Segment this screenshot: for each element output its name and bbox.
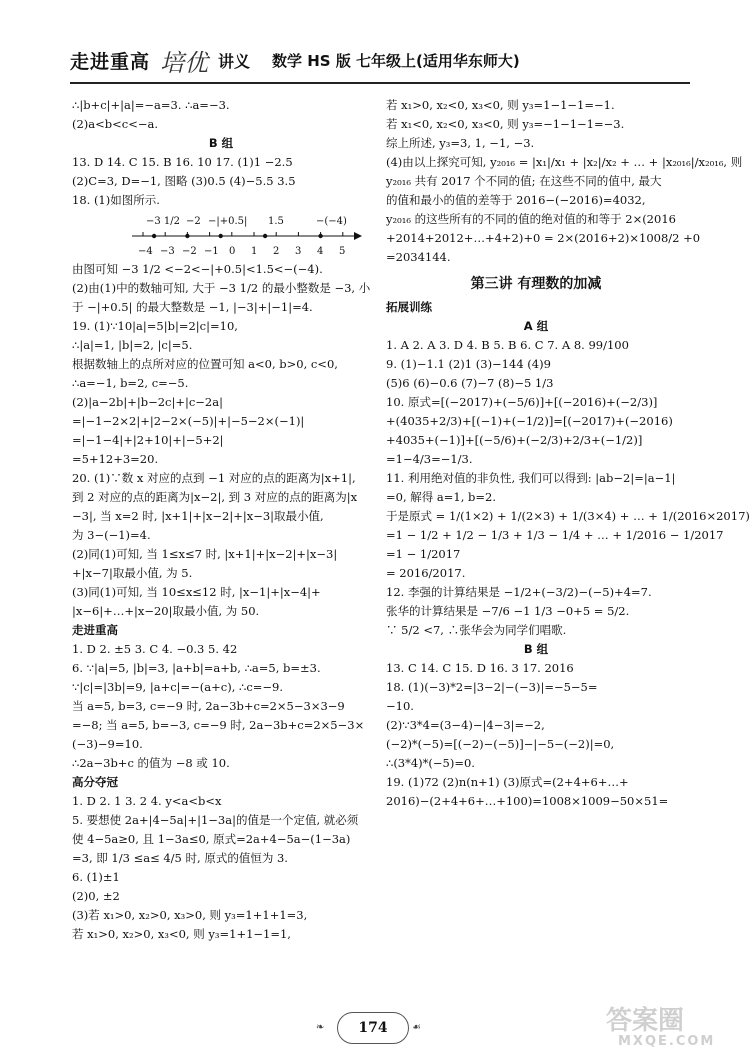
watermark <box>598 1000 738 1052</box>
text-line: =0, 解得 a=1, b=2. <box>386 490 497 504</box>
text-line: 张华的计算结果是 −7/6 −1 1/3 −0+5 = 5/2. <box>386 604 630 618</box>
text-line: 于是原式 = 1/(1×2) + 1/(2×3) + 1/(3×4) + … + 1/(2016×2017) <box>386 509 750 523</box>
text-line: =2034144. <box>386 250 451 264</box>
arrow-icon <box>354 232 362 240</box>
section-heading-tzxl: 拓展训练 <box>386 300 432 314</box>
text-line: (−2)*(−5)=[(−2)−(−5)]−|−5−(−2)|=0, <box>386 737 615 751</box>
text-line: =1−4/3=−1/3. <box>386 452 473 466</box>
text-line: ∴2a−3b+c 的值为 −8 或 10. <box>72 756 230 770</box>
text-line: 20. (1)∵数 x 对应的点到 −1 对应的点的距离为|x+1|, <box>72 471 356 485</box>
point-dot <box>263 234 267 238</box>
right-solutions-a <box>386 336 750 640</box>
text-line: =3, 即 1/3 ≤a≤ 4/5 时, 原式的值恒为 3. <box>72 851 288 865</box>
text-line: (2)∵3*4=(3−4)−|4−3|=−2, <box>386 718 545 732</box>
text-line: −3|, 当 x=2 时, |x+1|+|x−2|+|x−3|取最小值, <box>72 509 324 523</box>
text-line: 19. (1)∵10|a|=5|b|=2|c|=10, <box>72 319 238 333</box>
text-line: (2)a<b<c<−a. <box>72 117 159 131</box>
tick-label: 5 <box>339 246 346 257</box>
text-line: 9. (1)−1.1 (2)1 (3)−144 (4)9 <box>386 357 551 371</box>
tick-label: 4 <box>317 246 324 257</box>
tick-label: −1 <box>204 246 219 257</box>
page-number: 174 <box>337 1012 409 1044</box>
text-line: (2)同(1)可知, 当 1≤x≤7 时, |x+1|+|x−2|+|x−3| <box>72 547 338 561</box>
group-heading-b-right: B 组 <box>523 642 549 656</box>
text-line: =|−1−4|+|2+10|+|−5+2| <box>72 433 224 447</box>
tick-label: −4 <box>138 246 153 257</box>
text-line: 为 3−(−1)=4. <box>72 528 151 542</box>
text-line: 18. (1)如图所示. <box>72 193 160 207</box>
text-line: 到 2 对应的点的距离为|x−2|, 到 3 对应的点的距离为|x <box>72 490 358 504</box>
watermark-bottom: MXQE.COM <box>618 1034 716 1049</box>
text-line: =1 − 1/2 + 1/2 − 1/3 + 1/3 − 1/4 + … + 1/2016 − 1/2017 <box>386 528 724 542</box>
point-label: −2 <box>186 216 201 227</box>
left-solutions-gfdg <box>72 792 370 944</box>
text-line: 根据数轴上的点所对应的位置可知 a<0, b>0, c<0, <box>72 357 338 371</box>
group-heading-a: A 组 <box>523 319 549 333</box>
point-label: −3 1/2 <box>146 216 181 227</box>
tick-label: 0 <box>229 246 236 257</box>
section-heading-zjzg: 走进重高 <box>72 623 118 637</box>
text-line: +4035+(−1)]+[(−5/6)+(−2/3)+2/3+(−1/2)] <box>386 433 643 447</box>
left-column <box>72 96 370 944</box>
point-dot <box>152 234 156 238</box>
text-line: 若 x₁<0, x₂<0, x₃<0, 则 y₃=−1−1−1=−3. <box>386 117 625 131</box>
page-header <box>70 40 690 80</box>
text-line: |x−6|+…+|x−20|取最小值, 为 50. <box>72 604 260 618</box>
text-line: 6. ∵|a|=5, |b|=3, |a+b|=a+b, ∴a=5, b=±3. <box>72 661 321 675</box>
text-line: 2016)−(2+4+6+…+100)=1008×1009−50×51= <box>386 794 669 808</box>
point-label: 1.5 <box>268 216 284 227</box>
text-line: (2)0, ±2 <box>72 889 120 903</box>
text-line: 当 a=5, b=3, c=−9 时, 2a−3b+c=2×5−3×3−9 <box>72 699 345 713</box>
text-line: y₂₀₁₆ 的这些所有的不同的值的绝对值的和等于 2×(2016 <box>386 212 676 226</box>
tick-label: 2 <box>273 246 280 257</box>
text-line: (3)若 x₁>0, x₂>0, x₃>0, 则 y₃=1+1+1=3, <box>72 908 308 922</box>
text-line: 若 x₁>0, x₂>0, x₃<0, 则 y₃=1+1−1=1, <box>72 927 291 941</box>
point-label: −|+0.5| <box>208 216 248 227</box>
text-line: =|−1−2×2|+|2−2×(−5)|+|−5−2×(−1)| <box>72 414 305 428</box>
text-line: ∵ 5/2 <7, ∴张华会为同学们唱歌. <box>386 623 567 637</box>
text-line: 12. 李强的计算结果是 −1/2+(−3/2)−(−5)+4=7. <box>386 585 652 599</box>
text-line: +(4035+2/3)+[(−1)+(−1/2)]=[(−2017)+(−2016) <box>386 414 673 428</box>
text-line: (4)由以上探究可知, y₂₀₁₆ = |x₁|/x₁ + |x₂|/x₂ + … + |x₂₀₁₆|/x₂₀₁₆, 则 <box>386 155 743 169</box>
text-line: =1 − 1/2017 <box>386 547 461 561</box>
header-rule <box>70 82 690 84</box>
tick-label: 3 <box>295 246 302 257</box>
point-label: −(−4) <box>316 216 347 227</box>
number-line-figure <box>72 210 370 260</box>
text-line: (3)同(1)可知, 当 10≤x≤12 时, |x−1|+|x−4|+ <box>72 585 321 599</box>
right-solutions-b <box>386 659 686 811</box>
series-subtitle: 讲义 <box>218 51 251 71</box>
text-line: (2)|a−2b|+|b−2c|+|c−2a| <box>72 395 223 409</box>
text-line: =5+12+3=20. <box>72 452 159 466</box>
text-line: ∴a=−1, b=2, c=−5. <box>72 376 189 390</box>
text-line: 18. (1)(−3)*2=|3−2|−(−3)|=−5−5= <box>386 680 598 694</box>
left-solutions-zjzg <box>72 640 370 773</box>
series-script-word: 培优 <box>160 48 209 77</box>
tick-label: −2 <box>182 246 197 257</box>
text-line: ∴(3*4)*(−5)=0. <box>386 756 475 770</box>
text-line: ∴|a|=1, |b|=2, |c|=5. <box>72 338 193 352</box>
point-dot <box>318 234 322 238</box>
lecture-title: 第三讲 有理数的加减 <box>470 276 602 292</box>
text-line: 使 4−5a≥0, 且 1−3a≤0, 原式=2a+4−5a−(1−3a) <box>72 832 351 846</box>
group-heading-b: B 组 <box>208 136 234 150</box>
ornament-right-icon: ☙ <box>412 1022 421 1033</box>
text-line: −10. <box>386 699 414 713</box>
text-line: 13. C 14. C 15. D 16. 3 17. 2016 <box>386 661 574 675</box>
text-line: 5. 要想使 2a+|4−5a|+|1−3a|的值是一个定值, 就必须 <box>72 813 359 827</box>
text-line: 若 x₁>0, x₂<0, x₃<0, 则 y₃=1−1−1=−1. <box>386 98 615 112</box>
text-line: 6. (1)±1 <box>72 870 120 884</box>
text-line: 13. D 14. C 15. B 16. 10 17. (1)1 −2.5 <box>72 155 293 169</box>
text-line: = 2016/2017. <box>386 566 466 580</box>
text-line: 的值和最小的值的差等于 2016−(−2016)=4032, <box>386 193 646 207</box>
text-line: (2)C=3, D=−1, 图略 (3)0.5 (4)−5.5 3.5 <box>72 174 296 188</box>
book-edition: 数学 HS 版 七年级上(适用华东师大) <box>272 51 520 70</box>
text-line: 由图可知 −3 1/2 <−2<−|+0.5|<1.5<−(−4). <box>72 262 323 276</box>
text-line: 1. A 2. A 3. D 4. B 5. B 6. C 7. A 8. 99/100 <box>386 338 629 352</box>
text-line: 11. 利用绝对值的非负性, 我们可以得到: |ab−2|=|a−1| <box>386 471 676 485</box>
text-line: (5)6 (6)−0.6 (7)−7 (8)−5 1/3 <box>386 376 554 390</box>
text-line: y₂₀₁₆ 共有 2017 个不同的值; 在这些不同的值中, 最大 <box>386 174 662 188</box>
text-line: 1. D 2. ±5 3. C 4. −0.3 5. 42 <box>72 642 238 656</box>
text-line: (−3)−9=10. <box>72 737 143 751</box>
watermark-top: 答案圈 <box>606 1006 685 1036</box>
tick-label: −3 <box>160 246 175 257</box>
section-heading-gfdg: 高分夺冠 <box>72 775 118 789</box>
text-line: 于 −|+0.5| 的最大整数是 −1, |−3|+|−1|=4. <box>72 300 313 314</box>
text-line: =−8; 当 a=5, b=−3, c=−9 时, 2a−3b+c=2×5−3× <box>72 718 365 732</box>
series-brand: 走进重高 <box>70 50 151 73</box>
ornament-left-icon: ❧ <box>316 1022 325 1033</box>
left-solutions-b <box>72 260 370 621</box>
tick-label: 1 <box>251 246 258 257</box>
text-line: +|x−7|取最小值, 为 5. <box>72 566 193 580</box>
point-dot <box>185 234 189 238</box>
point-dot <box>219 234 223 238</box>
right-solutions-continued <box>386 96 743 267</box>
text-line: (2)由(1)中的数轴可知, 大于 −3 1/2 的最小整数是 −3, 小 <box>72 281 371 295</box>
text-line: 1. D 2. 1 3. 2 4. y<a<b<x <box>72 794 222 808</box>
text-line: 10. 原式=[(−2017)+(−5/6)]+[(−2016)+(−2/3)] <box>386 395 658 409</box>
text-line: +2014+2012+…+4+2)+0 = 2×(2016+2)×1008/2 +0 <box>386 231 701 245</box>
right-column <box>386 96 750 811</box>
text-line: 综上所述, y₃=3, 1, −1, −3. <box>386 136 535 150</box>
text-line: ∴|b+c|+|a|=−a=3. ∴a=−3. <box>72 98 230 112</box>
text-line: ∵|c|=|3b|=9, |a+c|=−(a+c), ∴c=−9. <box>72 680 284 694</box>
text-line: 19. (1)72 (2)n(n+1) (3)原式=(2+4+6+…+ <box>386 775 629 789</box>
